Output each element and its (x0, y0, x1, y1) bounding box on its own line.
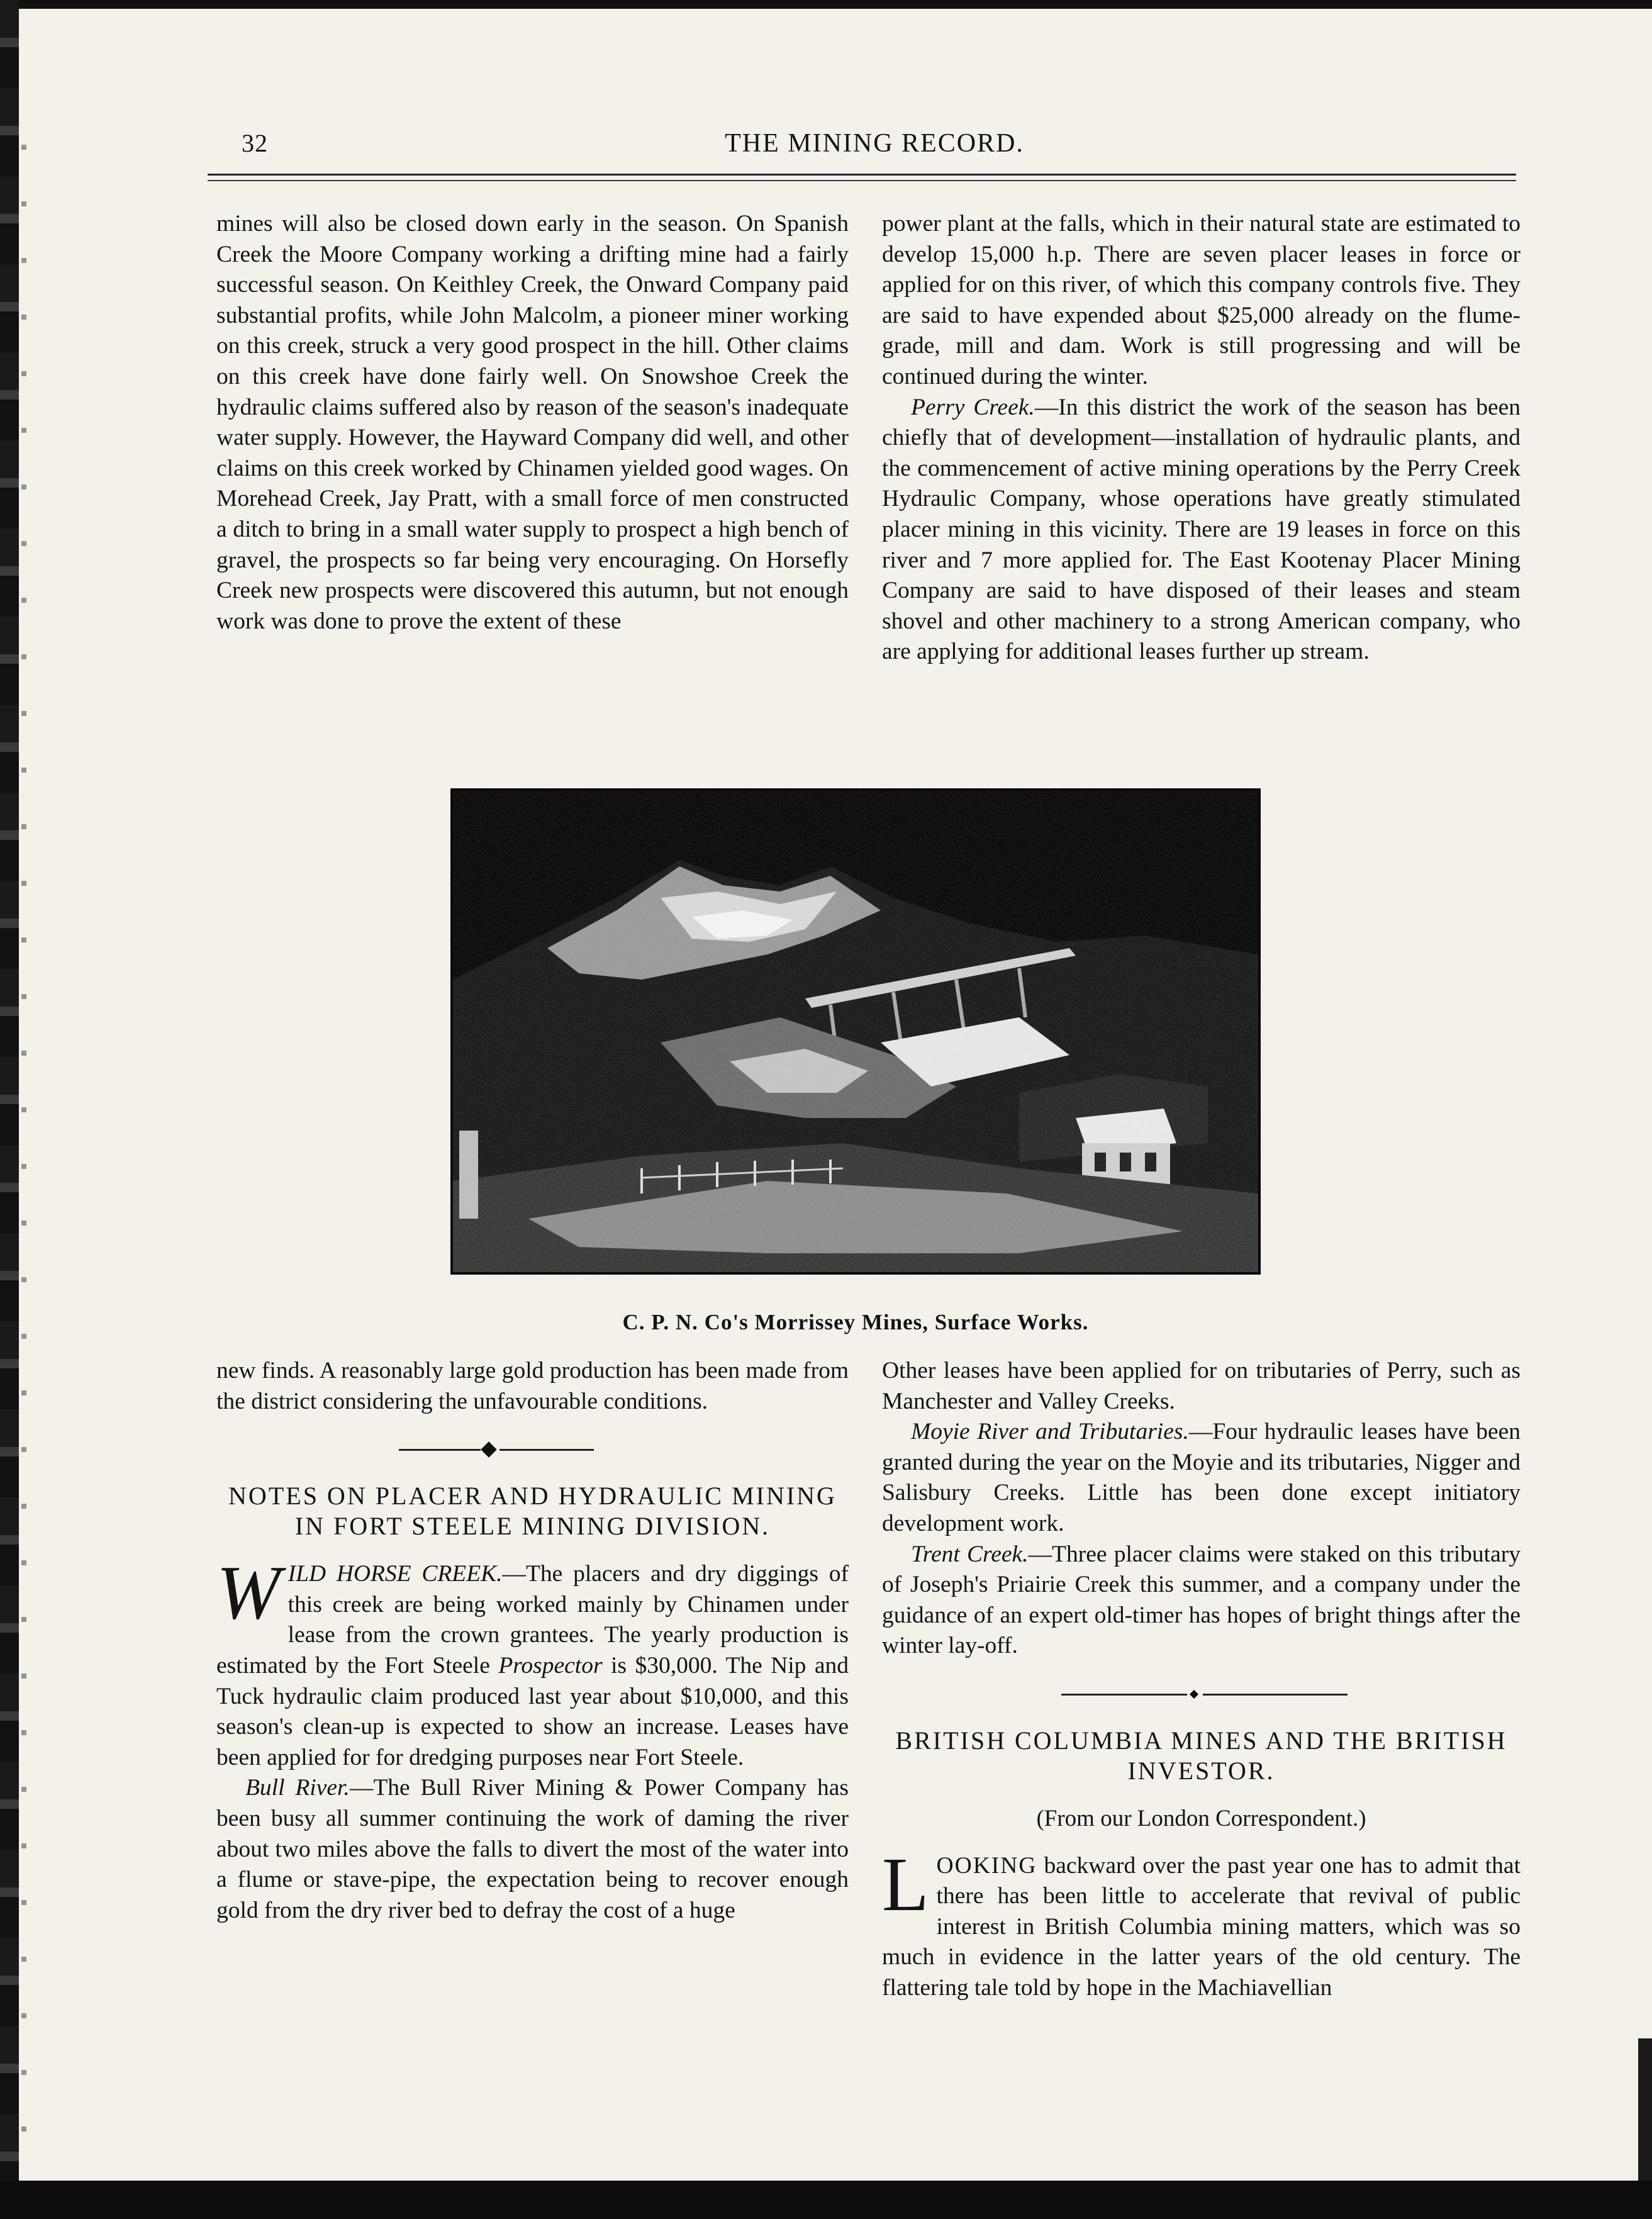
section-title: ILD HORSE CREEK. (287, 1561, 503, 1587)
divider-line (1061, 1694, 1187, 1696)
scan-edge-right (1638, 2038, 1652, 2181)
divider-line (500, 1449, 594, 1451)
paragraph-body: —The placers and dry diggings of this creek are being worked mainly by Chinamen under lease from the crown grantees. The yearly production is estimated by the Fort Steele (216, 1561, 849, 1679)
paragraph-wild-horse-creek (216, 1550, 849, 1773)
divider-ornament (481, 1441, 496, 1457)
section-title: Perry Creek. (911, 394, 1035, 420)
section-divider (216, 1434, 849, 1465)
byline: (From our London Correspondent.) (1036, 1805, 1366, 1831)
paragraph: Other leases have been applied for on tributaries of Perry, such as Manchester and Valley Creeks. (882, 1358, 1521, 1414)
scan-edge-left-specks (21, 126, 26, 2139)
section-title: Moyie River and Tributaries. (911, 1419, 1189, 1445)
paragraph-body: —In this district the work of the season has been chiefly that of development—installation of hydraulic plants, and the commencement of active mining operations by the Perry Creek Hydraulic Company, whose operations have greatly stimulated placer mining in this vicinity. There are 19 leases in force on this river and 7 more applied for. The East Kootenay Placer Mining Company are said to have disposed of their leases and steam shovel and other machinery to a strong American company, who are applying for additional leases further up stream. (882, 394, 1521, 665)
paragraph-body: —Four hydraulic leases have been granted during the year on the Moyie and its tributaries, Nigger and Salisbury Creeks. Little has been done except initiatory development work. (882, 1419, 1521, 1536)
scan-edge-left (0, 0, 19, 2219)
divider-line (399, 1449, 481, 1451)
photograph-illustration (453, 791, 1258, 1272)
section-divider (882, 1679, 1521, 1709)
header-rule-secondary (208, 180, 1516, 181)
mine-photograph (450, 788, 1261, 1275)
scan-edge-top (0, 0, 1652, 9)
scan-edge-bottom (0, 2181, 1652, 2219)
paragraph: new finds. A reasonably large gold production has been made from the district considering the unfavourable conditions. (216, 1358, 849, 1414)
column-right-bottom (882, 1356, 1521, 2167)
paragraph-body: backward over the past year one has to admit that there has been little to accelerate that revival of public interest in British Columbia mining matters, which was so much in evidence in the latter years of the old century. The flattering tale told by hope in the Machiavellian (882, 1852, 1521, 2001)
drop-cap: W (216, 1550, 281, 1636)
article-title: BRITISH COLUMBIA MINES AND THE BRITISH INVESTOR. (895, 1726, 1507, 1785)
drop-cap: L (882, 1842, 929, 1927)
divider-line (1203, 1694, 1348, 1696)
figure-caption: C. P. N. Co's Morrissey Mines, Surface Works. (622, 1310, 1089, 1334)
paragraph: mines will also be closed down early in the season. On Spanish Creek the Moore Company working a drifting mine had a fairly successful season. On Keithley Creek, the Onward Company paid substantial profits, while John Malcolm, a pioneer miner working on this creek, struck a very good prospect in the hill. Other claims on this creek have done fairly well. On Snowshoe Creek the hydraulic claims suffered also by reason of the season's inadequate water supply. However, the Hayward Company did well, and other claims on this creek worked by Chinamen yielded good wages. On Morehead Creek, Jay Pratt, with a small force of men constructed a ditch to bring in a small water supply to prospect a high bench of gravel, the prospects so far being very encouraging. On Horsefly Creek new prospects were discovered this autumn, but not enough work was done to prove the extent of these (216, 211, 849, 634)
publication-name: Prospector (498, 1652, 603, 1679)
article-title: NOTES ON PLACER AND HYDRAULIC MINING IN FORT STEELE MINING DIVISION. (228, 1482, 837, 1541)
running-title: THE MINING RECORD. (725, 129, 1024, 158)
paragraph-body: is $30,000. The Nip and Tuck hydraulic claim produced last year about $10,000, and this season's clean-up is expected to show an increase. Leases have been applied for for dredging purposes near Fort Steele. (216, 1652, 849, 1770)
paragraph-moyie-river (882, 1417, 1521, 1539)
paragraph-body: —Three placer claims were staked on this tributary of Joseph's Priairie Creek this summer, and a company under the guidance of an expert old-timer has hopes of bright things after the winter lay-off. (882, 1541, 1521, 1659)
paragraph: power plant at the falls, which in their natural state are estimated to develop 15,000 h.p. There are seven placer leases in force or applied for on this river, of which this company controls five. They are said to have expended about $25,000 already on the flume-grade, mill and dam. Work is still progressing and will be continued during the winter. (882, 211, 1521, 389)
paragraph-trent-creek (882, 1540, 1521, 1662)
paragraph-perry-creek (882, 393, 1521, 668)
page-number: 32 (242, 129, 268, 157)
column-left-bottom (216, 1356, 849, 2167)
column-right-top (882, 209, 1521, 756)
paragraph-bull-river (216, 1773, 849, 1926)
section-title: Trent Creek. (911, 1541, 1029, 1567)
lead-word: OOKING (936, 1852, 1037, 1879)
divider-ornament (1190, 1690, 1198, 1699)
column-left-top (216, 209, 849, 756)
header-rule (208, 174, 1516, 176)
section-title: Bull River. (245, 1775, 350, 1801)
paragraph-looking-backward (882, 1842, 1521, 2004)
paragraph-body: —The Bull River Mining & Power Company has been busy all summer continuing the work of daming the river about two miles above the falls to divert the most of the water into a flume or stave-pipe, the expectation being to recover enough gold from the dry river bed to defray the cost of a huge (216, 1775, 849, 1923)
